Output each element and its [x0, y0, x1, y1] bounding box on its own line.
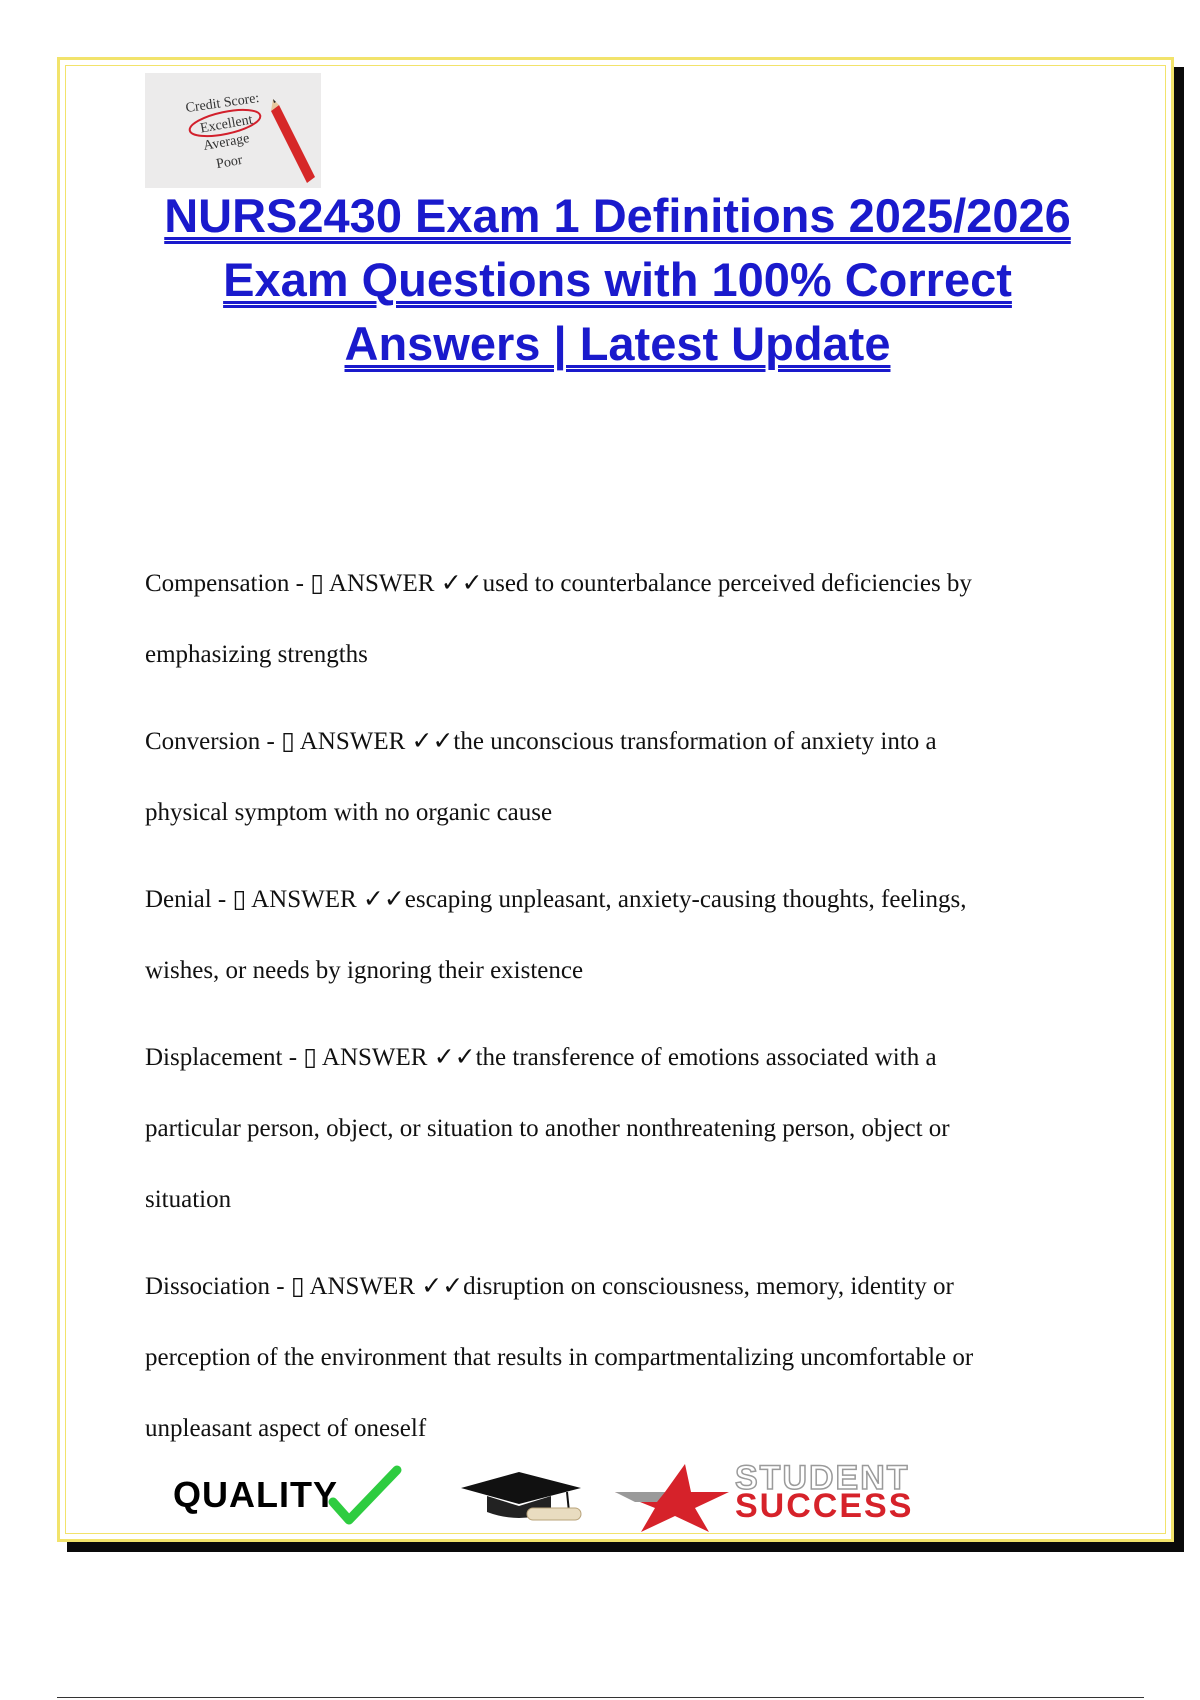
quality-logo: QUALITY — [173, 1474, 338, 1515]
entry-line: emphasizing strengths — [145, 641, 368, 668]
student-text: STUDENT — [735, 1459, 910, 1497]
definition-entry — [145, 1251, 1085, 1464]
success-star-icon — [605, 1462, 735, 1532]
badge-line-2: Excellent — [199, 112, 254, 137]
badge-line-1: Credit Score: — [184, 90, 261, 117]
entry-line: wishes, or needs by ignoring their existence — [145, 957, 584, 984]
entry-line: unpleasant aspect of oneself — [145, 1415, 427, 1442]
credit-score-image — [145, 73, 321, 188]
badge-line-4: Poor — [215, 152, 244, 173]
footer-logos — [165, 1459, 1065, 1532]
graduation-cap-icon — [457, 1466, 587, 1528]
definition-entry — [145, 864, 1085, 1006]
page-bottom-rule — [57, 1697, 1144, 1698]
badge-line-3: Average — [202, 131, 251, 154]
entry-line: Dissociation - ▯ ANSWER ✓✓disruption on consciousness, memory, identity or — [145, 1273, 954, 1300]
entry-line: Conversion - ▯ ANSWER ✓✓the unconscious transformation of anxiety into a — [145, 728, 937, 755]
entry-line: perception of the environment that results in compartmentalizing uncomfortable or — [145, 1344, 974, 1371]
student-success-logo — [735, 1459, 914, 1525]
definition-entry — [145, 1022, 1085, 1235]
entry-line: physical symptom with no organic cause — [145, 799, 553, 826]
definition-entry — [145, 548, 1085, 690]
definitions-list — [145, 548, 1085, 1480]
title-line-3: Answers | Latest Update — [344, 317, 891, 370]
checkmark-icon — [325, 1462, 405, 1532]
entry-line: particular person, object, or situation to another nonthreatening person, object or — [145, 1115, 950, 1142]
entry-line: Displacement - ▯ ANSWER ✓✓the transference of emotions associated with a — [145, 1044, 937, 1071]
entry-line: Denial - ▯ ANSWER ✓✓escaping unpleasant, anxiety-causing thoughts, feelings, — [145, 886, 967, 913]
document-title — [100, 184, 1135, 376]
title-line-2: Exam Questions with 100% Correct — [223, 253, 1012, 306]
title-line-1: NURS2430 Exam 1 Definitions 2025/2026 — [164, 189, 1071, 242]
success-text: SUCCESS — [735, 1487, 914, 1525]
definition-entry — [145, 706, 1085, 848]
entry-line: Compensation - ▯ ANSWER ✓✓used to counterbalance perceived deficiencies by — [145, 570, 972, 597]
entry-line: situation — [145, 1186, 232, 1213]
